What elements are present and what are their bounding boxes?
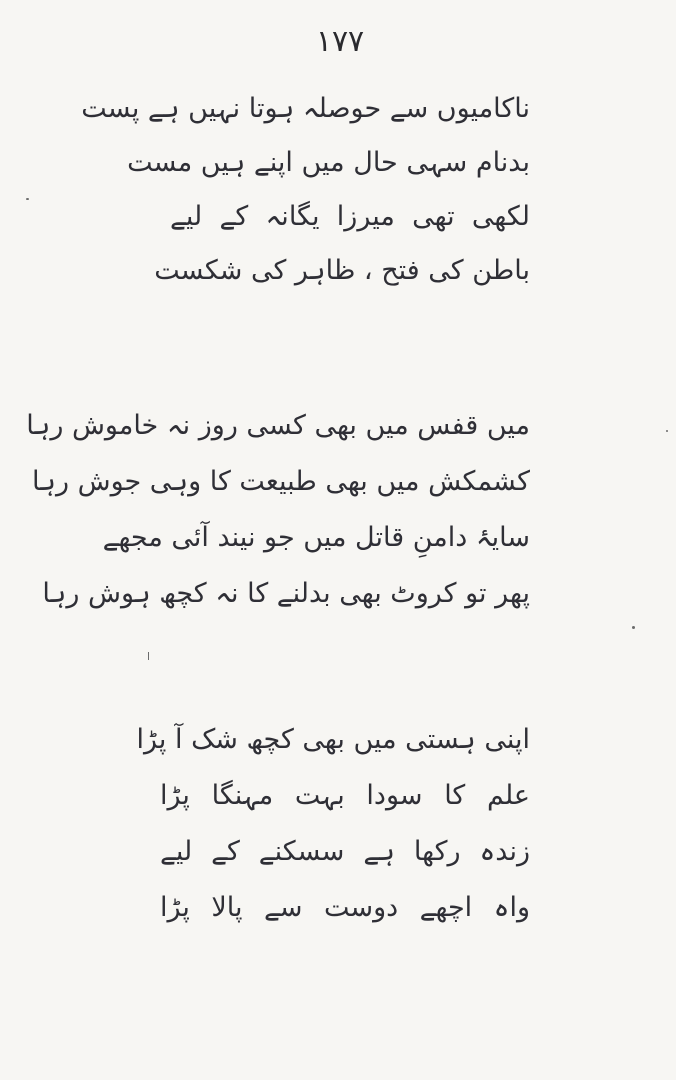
verse-line: سایۂ دامنِ قاتل میں جو نیند آئی مجھے xyxy=(102,522,530,553)
stanza-3 xyxy=(136,712,530,936)
verse-line: واہ اچھے دوست سے پالا پڑا xyxy=(160,892,530,923)
stanza-1 xyxy=(81,82,530,298)
scan-speck xyxy=(148,652,149,660)
verse-line: میں قفس میں بھی کسی روز نہ خاموش رہا xyxy=(26,410,530,441)
verse-line: اپنی ہستی میں بھی کچھ شک آ پڑا xyxy=(136,724,530,755)
scan-speck xyxy=(26,198,29,200)
page-number: ۱۷۷ xyxy=(315,24,365,59)
verse-line: کشمکش میں بھی طبیعت کا وہی جوش رہا xyxy=(31,466,530,497)
verse-line: بدنام سہی حال میں اپنے ہیں مست xyxy=(127,147,530,178)
scan-speck xyxy=(632,626,635,629)
verse-line: ناکامیوں سے حوصلہ ہوتا نہیں ہے پست xyxy=(81,93,530,124)
verse-line: زندہ رکھا ہے سسکنے کے لیے xyxy=(160,836,530,867)
verse-line: علم کا سودا بہت مہنگا پڑا xyxy=(160,780,530,811)
scan-speck xyxy=(666,430,668,432)
verse-line: باطن کی فتح ، ظاہر کی شکست xyxy=(154,255,530,286)
verse-line: لکھی تھی میرزا یگانہ کے لیے xyxy=(170,201,530,232)
verse-line: پھر تو کروٹ بھی بدلنے کا نہ کچھ ہوش رہا xyxy=(42,578,530,609)
stanza-2 xyxy=(26,398,530,622)
